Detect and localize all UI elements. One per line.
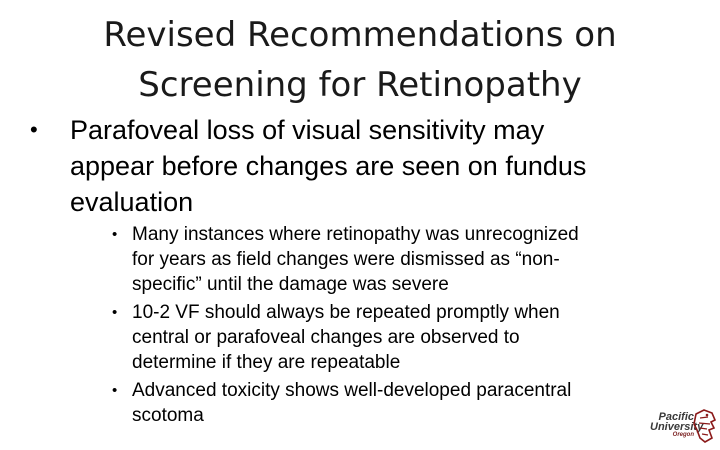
main-bullet-text bbox=[70, 112, 640, 220]
sub-bullet-list bbox=[112, 222, 672, 431]
logo-line: Oregon bbox=[672, 432, 694, 438]
sub-bullet-line: determine if they are repeatable bbox=[132, 352, 401, 373]
bullet-marker: • bbox=[30, 117, 38, 142]
logo-wordmark bbox=[650, 411, 704, 439]
sub-bullet-line: 10-2 VF should always be repeated promptly when bbox=[132, 302, 560, 323]
sub-bullet-item bbox=[112, 222, 672, 297]
main-bullet-line: appear before changes are seen on fundus bbox=[70, 151, 587, 181]
bullet-marker: • bbox=[112, 226, 118, 243]
logo-line: University bbox=[650, 421, 704, 433]
sub-bullet-line: for years as field changes were dismissed as “non- bbox=[132, 249, 560, 270]
main-bullet-line: Parafoveal loss of visual sensitivity may bbox=[70, 115, 545, 145]
main-bullet bbox=[30, 112, 640, 220]
sub-bullet-line: central or parafoveal changes are observed to bbox=[132, 327, 520, 348]
sub-bullet-text bbox=[132, 300, 672, 375]
sub-bullet-line: Many instances where retinopathy was unrecognized bbox=[132, 224, 579, 245]
bullet-marker: • bbox=[112, 304, 118, 321]
boxer-mascot-icon bbox=[692, 408, 718, 446]
sub-bullet-line: specific” until the damage was severe bbox=[132, 274, 449, 295]
sub-bullet-text bbox=[132, 222, 672, 297]
bullet-marker: • bbox=[112, 382, 118, 399]
sub-bullet-item bbox=[112, 378, 672, 428]
title-line: Revised Recommendations on bbox=[103, 15, 617, 55]
slide-title bbox=[60, 10, 660, 110]
sub-bullet-line: Advanced toxicity shows well-developed paracentral bbox=[132, 380, 572, 401]
main-bullet-line: evaluation bbox=[70, 187, 194, 217]
pacific-university-logo bbox=[650, 408, 718, 448]
title-line: Screening for Retinopathy bbox=[138, 65, 582, 105]
logo-line: Pacific bbox=[658, 411, 694, 423]
sub-bullet-line: scotoma bbox=[132, 405, 204, 426]
sub-bullet-item bbox=[112, 300, 672, 375]
sub-bullet-text bbox=[132, 378, 672, 428]
